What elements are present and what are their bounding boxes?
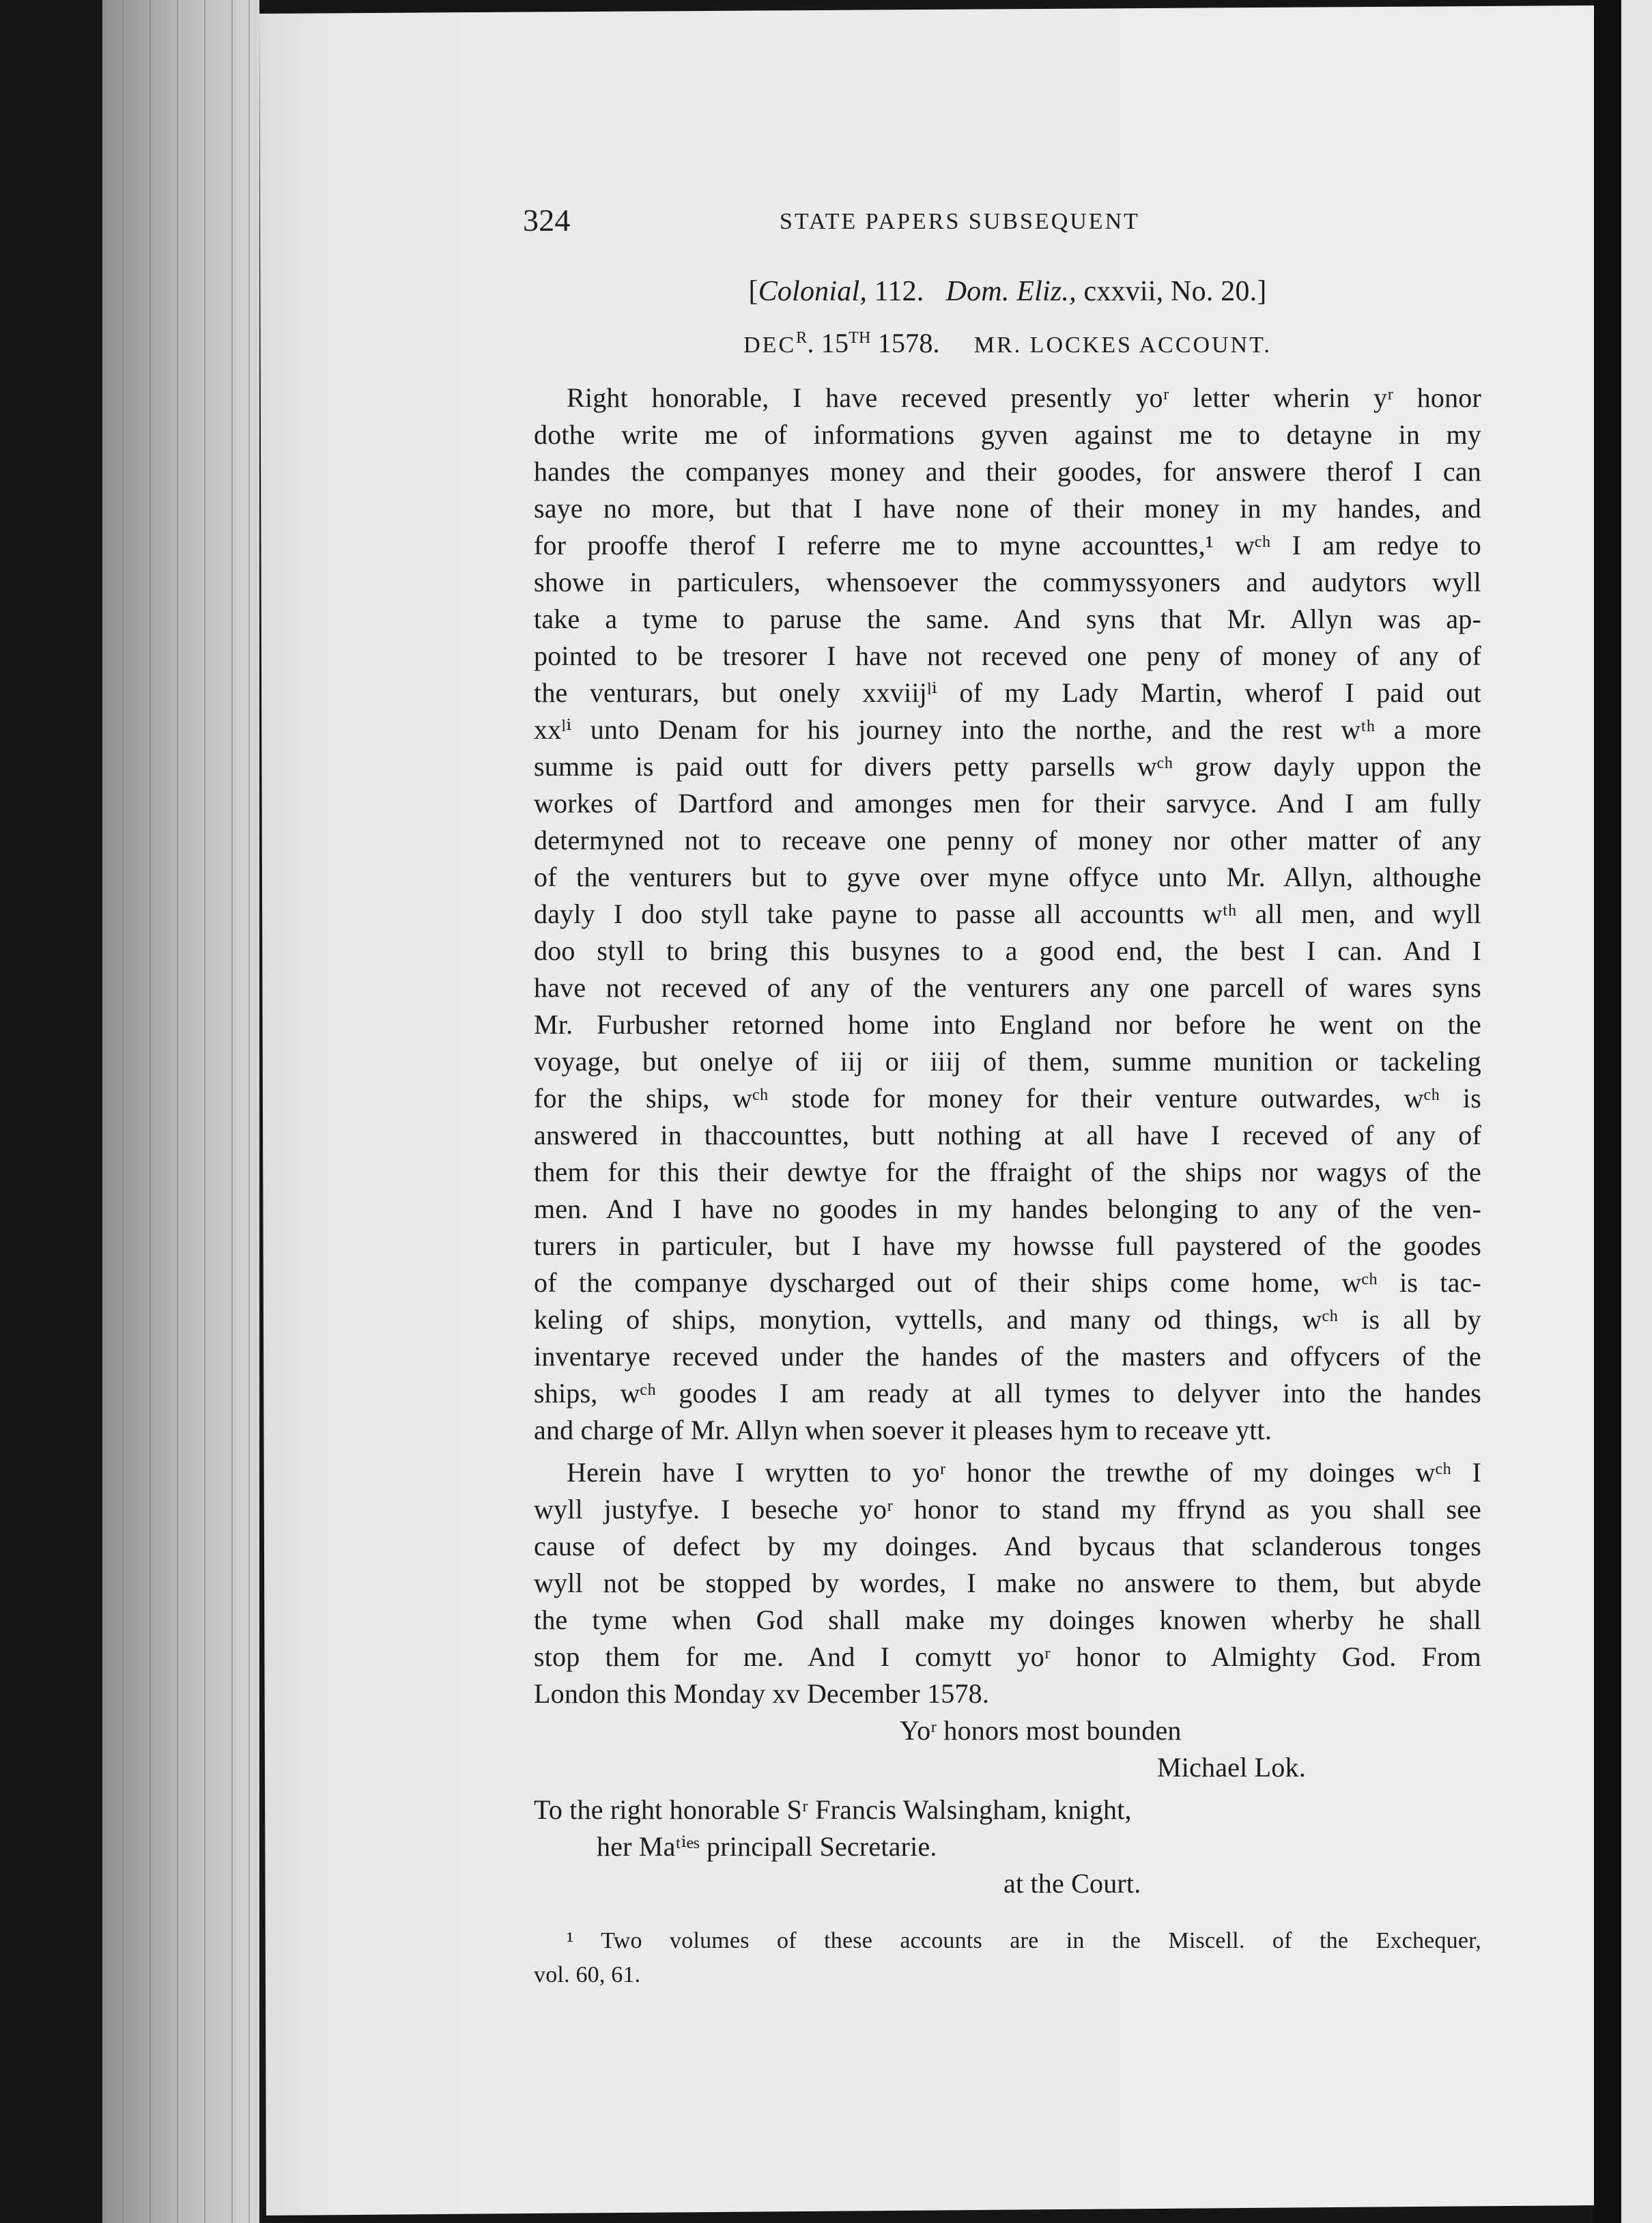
body-line: Herein have I wrytten to yoʳ honor the trewthe of my doinges wᶜʰ I <box>567 1457 1481 1488</box>
body-line: them for this their dewtye for the ffraight of the ships nor wagys of the <box>534 1157 1481 1187</box>
footnote-line-1: ¹ Two volumes of these accounts are in the Miscell. of the Exchequer, <box>567 1928 1481 1953</box>
body-line: keling of ships, monytion, vyttells, and many od things, wᶜʰ is all by <box>534 1304 1481 1335</box>
dateline-month-sup: R <box>796 329 808 347</box>
citation-colonial: Colonial, <box>758 276 868 307</box>
body-line: have not receved of any of the venturers any one parcell of wares syns <box>534 972 1481 1003</box>
body-line: dayly I doo styll take payne to passe all accountts wᵗʰ all men, and wyll <box>534 898 1481 929</box>
dateline-day: . 15 <box>807 328 849 358</box>
page-number: 324 <box>523 203 571 238</box>
body-line: ships, wᶜʰ goodes I am ready at all tymes to delyver into the handes <box>534 1378 1481 1408</box>
running-title: STATE PAPERS SUBSEQUENT <box>780 209 1140 234</box>
body-line: London this Monday xv December 1578. <box>534 1678 990 1709</box>
body-line: Right honorable, I have receved presently yoʳ letter wherin yʳ honor <box>567 382 1481 413</box>
body-line: cause of defect by my doinges. And bycaus that sclanderous tonges <box>534 1531 1481 1561</box>
citation-dom-eliz: Dom. Eliz., <box>945 276 1077 307</box>
dateline-day-sup: TH <box>849 329 871 347</box>
body-line: answered in thaccounttes, butt nothing at all have I receved of any of <box>534 1120 1481 1150</box>
footnote-line-2: vol. 60, 61. <box>534 1962 641 1987</box>
page-header <box>523 202 1481 239</box>
body-line: and charge of Mr. Allyn when soever it pleases hym to receave ytt. <box>534 1415 1272 1445</box>
body-line: voyage, but onelye of iij or iiij of them, summe munition or tackeling <box>534 1046 1481 1077</box>
body-line: men. And I have no goodes in my handes belonging to any of the ven- <box>534 1193 1481 1224</box>
body-line: saye no more, but that I have none of their money in my handes, and <box>534 493 1481 524</box>
body-line: wyll not be stopped by wordes, I make no answere to them, but abyde <box>534 1568 1481 1598</box>
dateline-year: 1578. <box>870 328 940 358</box>
body-line: the venturars, but onely xxviijˡⁱ of my Lady Martin, wherof I paid out <box>534 677 1481 708</box>
body-line: showe in particulers, whensoever the commyssyoners and audytors wyll <box>534 567 1481 597</box>
address-line-2: her Maᵗⁱᵉˢ principall Secretarie. <box>597 1831 937 1862</box>
dateline <box>534 325 1481 362</box>
body-line: take a tyme to paruse the same. And syns that Mr. Allyn was ap- <box>534 604 1481 634</box>
body-line: for prooffe therof I referre me to myne accounttes,¹ wᶜʰ I am redye to <box>534 530 1481 561</box>
body-line: inventarye receved under the handes of the masters and offycers of the <box>534 1341 1481 1372</box>
signature: Michael Lok. <box>1157 1752 1306 1783</box>
address-line-1: To the right honorable Sʳ Francis Walsingham, knight, <box>534 1794 1132 1825</box>
body-line: handes the companyes money and their goodes, for answere therof I can <box>534 456 1481 487</box>
body-line: the tyme when God shall make my doinges knowen wherby he shall <box>534 1604 1481 1635</box>
body-line: turers in particuler, but I have my howsse full paystered of the goodes <box>534 1230 1481 1261</box>
body-line: doo styll to bring this busynes to a good end, the best I can. And I <box>534 935 1481 966</box>
body-line: stop them for me. And I comytt yoʳ honor to Almighty God. From <box>534 1641 1481 1672</box>
citation-number: 112. <box>867 276 946 307</box>
body-line: wyll justyfye. I beseche yoʳ honor to stand my ffrynd as you shall see <box>534 1494 1481 1525</box>
body-line: determyned not to receave one penny of money nor other matter of any <box>534 825 1481 855</box>
body-line: of the venturers but to gyve over myne offyce unto Mr. Allyn, althoughe <box>534 862 1481 892</box>
body-line: xxˡⁱ unto Denam for his journey into the northe, and the rest wᵗʰ a more <box>534 714 1481 745</box>
body-line: summe is paid outt for divers petty parsells wᶜʰ grow dayly uppon the <box>534 751 1481 782</box>
dateline-title: MR. LOCKES ACCOUNT. <box>973 332 1272 358</box>
dateline-month: DEC <box>743 332 797 358</box>
body-line: workes of Dartford and amonges men for their sarvyce. And I am fully <box>534 788 1481 819</box>
citation-reference: cxxvii, No. 20. <box>1076 276 1257 307</box>
salutation: Yoʳ honors most bounden <box>900 1715 1182 1746</box>
body-line: pointed to be tresorer I have not receved one peny of money of any of <box>534 640 1481 671</box>
body-line: Mr. Furbusher retorned home into England nor before he went on the <box>534 1009 1481 1040</box>
body-line: dothe write me of informations gyven against me to detayne in my <box>534 419 1481 450</box>
body-line: for the ships, wᶜʰ stode for money for their venture outwardes, wᶜʰ is <box>534 1083 1481 1114</box>
citation: [Colonial, 112. Dom. Eliz., cxxvii, No. 20.] <box>748 276 1267 307</box>
page-edges <box>102 0 259 2223</box>
address-line-3: at the Court. <box>1003 1868 1141 1899</box>
body-line: of the companye dyscharged out of their ships come home, wᶜʰ is tac- <box>534 1267 1481 1298</box>
